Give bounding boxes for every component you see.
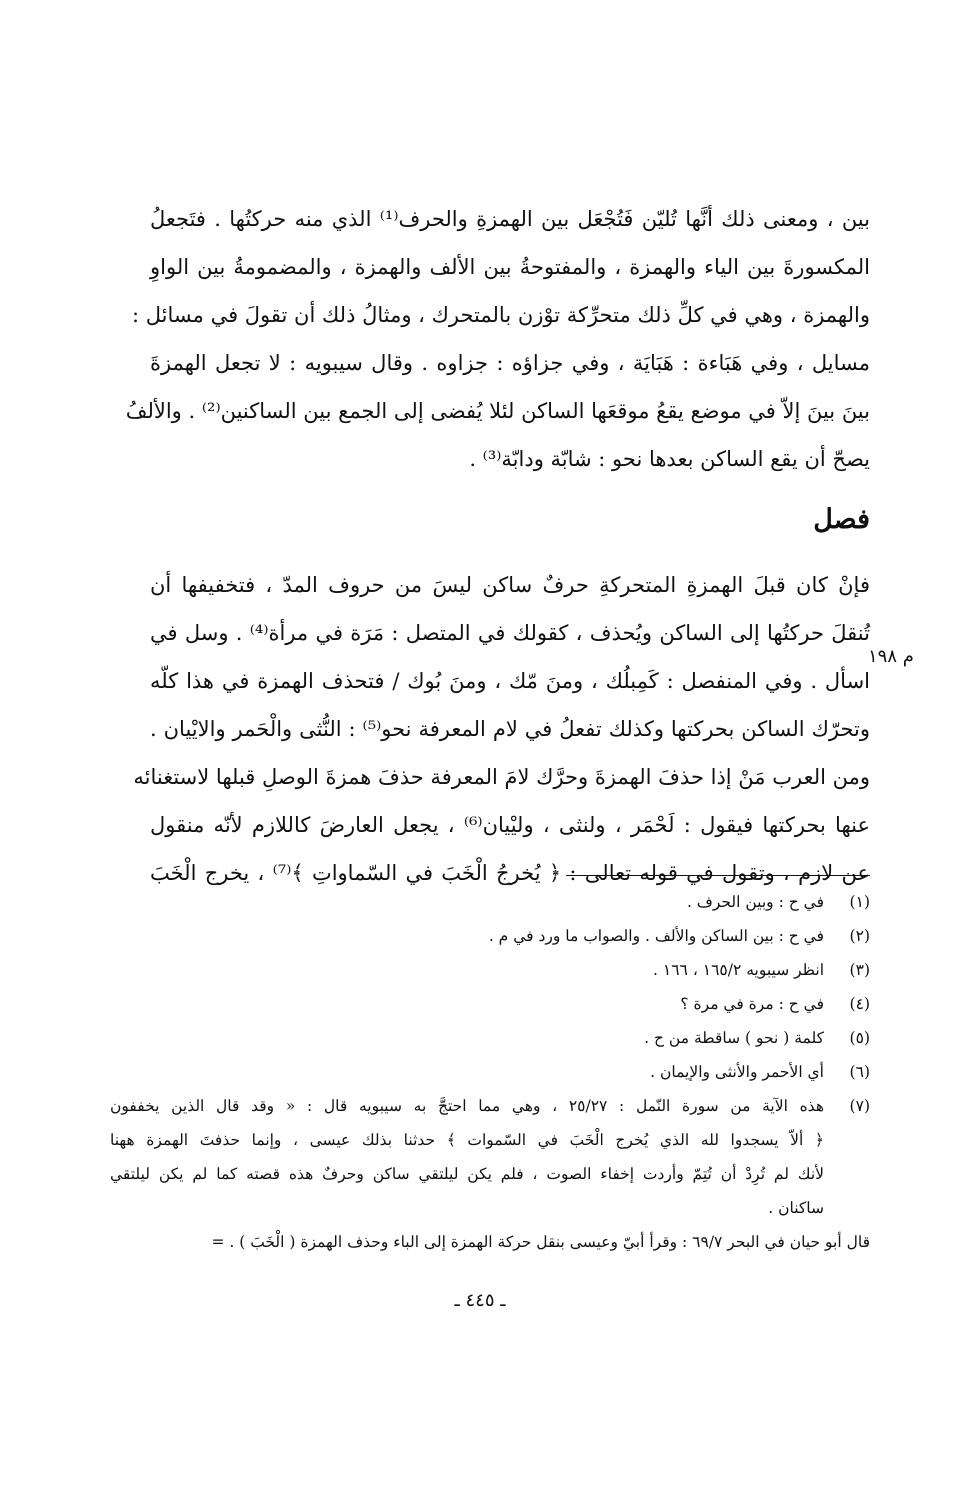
footnote-continuation: قال أبو حيان في البحر ٦٩/٧ : وقرأ أبيّ وعيسى بنقل حركة الهمزة إلى الباء وحذف الهمزة ( الْخَبَ ) . = [211, 1233, 870, 1251]
paragraph-1 [125, 195, 870, 483]
main-text [125, 195, 871, 897]
paragraph-2 [133, 561, 871, 897]
footnote-text: في ح : بين الساكن والألف . والصواب ما ورد في م . [488, 927, 824, 945]
text-line: وتحرّك الساكن بحركتها وكذلك تفعلُ في لام المعرفة نحو⁽⁵⁾ : النُّثى والْحَمر والايْيان . [150, 717, 871, 741]
footnote [110, 987, 870, 1021]
footnote [110, 919, 870, 953]
footnote-number: (٥) [849, 1029, 870, 1047]
footnote-number: (٦) [849, 1063, 870, 1081]
text-line: عنها بحركتها فيقول : لَحْمَر ، ولنثى ، وليْيان⁽⁶⁾ ، يجعل العارضَ كاللازم لأنّه منقول [150, 813, 871, 837]
text-line: مسايل ، وفي هَبَاءة : هَبَايَة ، وفي جزاؤه : جزاوه . وقال سيبويه : لا تجعل الهمزةَ [150, 351, 870, 375]
footnote-number: (٧) [849, 1097, 870, 1115]
section-heading: فصل [813, 504, 870, 535]
footnote-number: (٤) [849, 995, 870, 1013]
footnote-line: هذه الآية من سورة النّمل : ٢٥/٢٧ ، وهي مما احتجَّ به سيبويه قال : « وقد قال الذين يخففون [110, 1097, 824, 1115]
footnote-text: انظر سيبويه ١٦٥/٢ ، ١٦٦ . [653, 961, 824, 979]
footnote-text: أي الأحمر والأنثى والإيمان . [650, 1063, 824, 1081]
text-line: ومن العرب مَنْ إذا حذفَ الهمزةَ وحرَّك لامَ المعرفة حذفَ همزةَ الوصلِ قبلها لاستغنائه [133, 765, 870, 789]
footnote-number: (٢) [849, 927, 870, 945]
footnote-line: لأنك لم تُرِدْ أن تُتِمّ وأردت إخفاء الصوت ، فلم يكن ليلتقي ساكن وحرفٌ هذه قصته كما لم يكن ليلتقي [110, 1165, 824, 1183]
text-line: فإنْ كان قبلَ الهمزةِ المتحركةِ حرفٌ ساكن ليسَ من حروف المدّ ، فتخفيفها أن [150, 573, 870, 597]
footnote-number: (١) [849, 893, 870, 911]
footnote [110, 1021, 870, 1055]
margin-page-reference: م ١٩٨ [868, 646, 914, 667]
footnote-text: في ح : مرة في مرة ؟ [680, 995, 824, 1013]
page-number: ـ ٤٤٥ ـ [454, 1290, 506, 1311]
footnote-line: ﴿ ألاّ يسجدوا لله الذي يُخرج الْخَبَ في السّموات ﴾ حدثنا بذلك عيسى ، وإنما حذفتَ الهمزة ههنا [110, 1131, 824, 1149]
text-line: بينَ بينَ إلاّ في موضع يقعُ موقعَها الساكن لئلا يُفضى إلى الجمع بين الساكنين⁽²⁾ . والألفُ [125, 399, 870, 423]
text-line: اسأل . وفي المنفصل : كَمِبلُك ، ومنَ مّك ، ومنَ بُوك / فتحذف الهمزة في هذا كلّه [150, 669, 870, 693]
footnote-text [110, 1089, 824, 1225]
footnote-separator [566, 875, 870, 876]
footnote-text: في ح : وبين الحرف . [686, 893, 824, 911]
text-line: المكسورةَ بين الياء والهمزة ، والمفتوحةُ بين الألف والهمزة ، والمضمومةُ بين الواوِ [150, 255, 870, 279]
text-line: يصحّ أن يقع الساكن بعدها نحو : شابّة ودابّة⁽³⁾ . [469, 447, 870, 471]
footnote-number: (٣) [849, 961, 870, 979]
text-line: والهمزة ، وهي في كلِّ ذلك متحرِّكة توْزن بالمتحرك ، ومثالُ ذلك أن تقولَ في مسائل : [132, 303, 870, 327]
footnotes [110, 885, 870, 1259]
footnote [110, 1089, 870, 1225]
footnote [110, 1055, 870, 1089]
text-line: عن لازم ، وتقول في قوله تعالى : ﴿ يُخرجُ الْخَبَ في السّماواتِ ﴾⁽⁷⁾ ، يخرج الْخَبَ [150, 861, 871, 885]
text-line: بين ، ومعنى ذلك أنَّها تُليّن فَتُجْعَل بين الهمزةِ والحرف⁽¹⁾ الذي منه حركتُها . فتَجعلُ [150, 207, 870, 231]
footnote-line: ساكنان . [768, 1199, 824, 1217]
text-line: تُنقلَ حركتُها إلى الساكن ويُحذف ، كقولك في المتصل : مَرَة في مرأة⁽⁴⁾ . وسل في [150, 621, 870, 645]
footnote [110, 885, 870, 919]
footnote [110, 953, 870, 987]
footnote-text: كلمة ( نحو ) ساقطة من ح . [644, 1029, 824, 1047]
